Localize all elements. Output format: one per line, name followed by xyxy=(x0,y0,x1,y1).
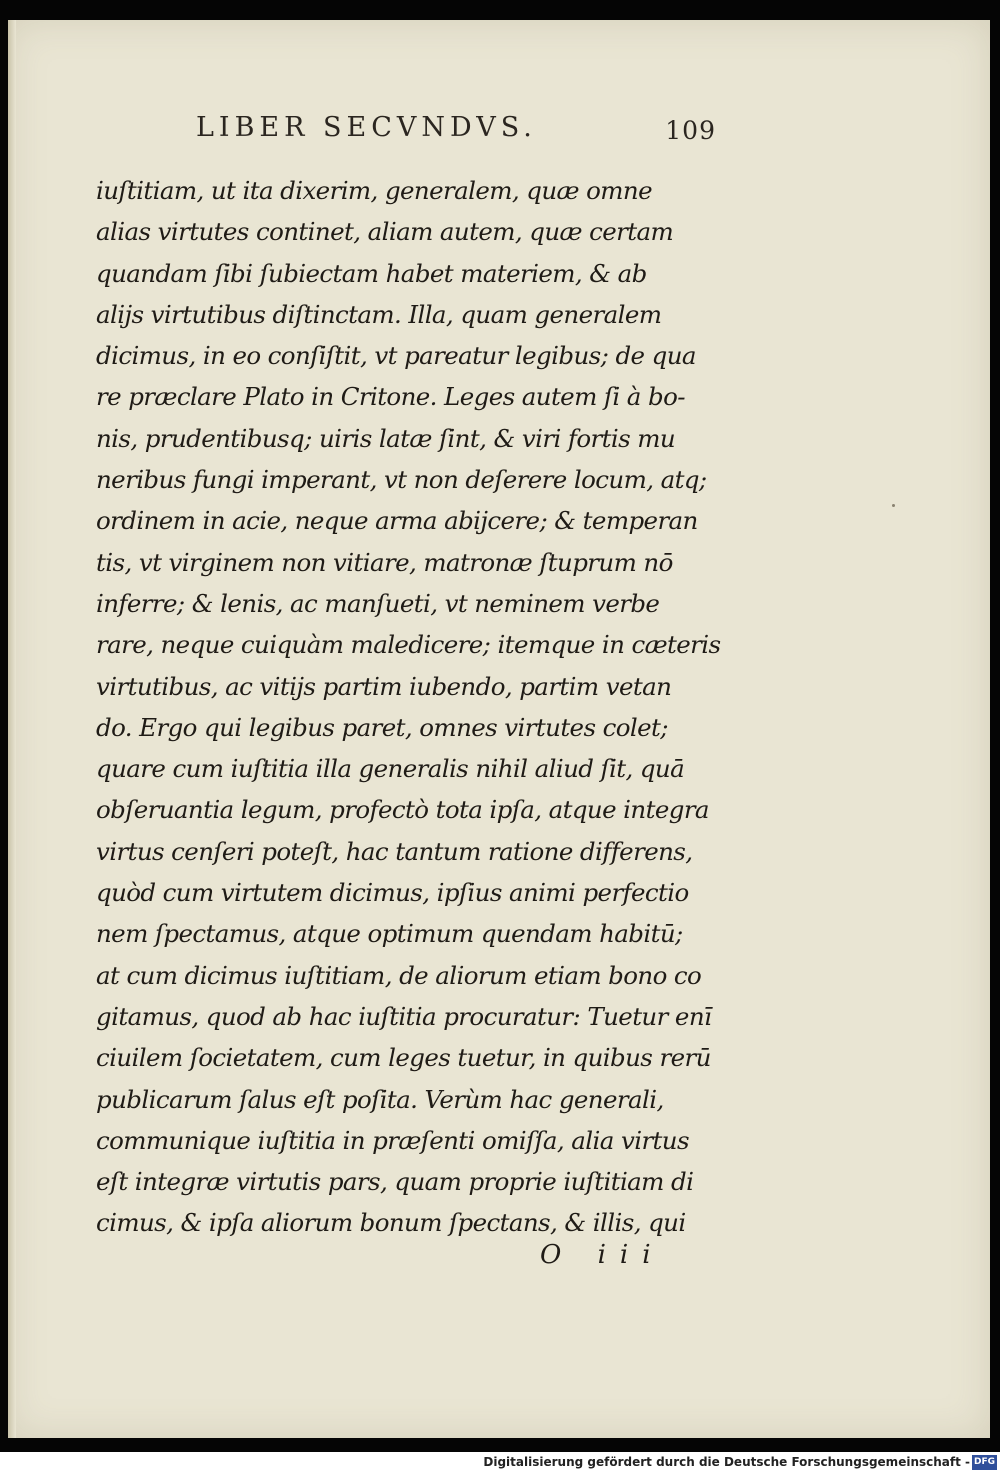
running-title: LIBER SECVNDVS. xyxy=(196,112,537,143)
body-text xyxy=(96,170,736,1244)
text-line: ciuilem ſocietatem, cum leges tuetur, in quibus rerū xyxy=(96,1043,711,1073)
text-line: at cum dicimus iuſtitiam, de aliorum etiam bono co xyxy=(96,960,702,990)
text-line: rare, neque cuiquàm maledicere; itemque in cæteris xyxy=(96,630,721,660)
text-line: ordinem in acie, neque arma abijcere; & temperan xyxy=(96,506,698,536)
page-gutter-shadow xyxy=(8,20,16,1438)
digitization-credit: Digitalisierung gefördert durch die Deutsche Forschungsgemeinschaft - xyxy=(483,1455,970,1469)
text-line: iuſtitiam, ut ita dixerim, generalem, quæ omne xyxy=(96,176,652,205)
text-line: tis, vt virginem non vitiare, matronæ ſtuprum nō xyxy=(96,547,673,577)
text-line: inferre; & lenis, ac manſueti, vt neminem verbe xyxy=(96,588,660,618)
text-line: dicimus, in eo conſiſtit, vt pareatur legibus; de qua xyxy=(96,341,696,371)
page-number: 109 xyxy=(665,116,716,145)
text-line: do. Ergo qui legibus paret, omnes virtutes colet; xyxy=(96,712,668,742)
text-line: alias virtutes continet, aliam autem, quæ certam xyxy=(96,217,674,247)
text-line: neribus fungi imperant, vt non deſerere locum, atq; xyxy=(96,465,707,495)
text-line: gitamus, quod ab hac iuſtitia procuratur: Tuetur enī xyxy=(96,1001,712,1031)
text-line: quare cum iuſtitia illa generalis nihil aliud ſit, quā xyxy=(96,754,685,784)
paper-speck xyxy=(892,504,895,507)
text-line: publicarum ſalus eſt poſita. Verùm hac generali, xyxy=(96,1084,664,1114)
text-line: nis, prudentibusq; uiris latæ ſint, & viri fortis mu xyxy=(96,423,676,453)
text-line: virtutibus, ac vitijs partim iubendo, partim vetan xyxy=(96,671,672,701)
text-line: cimus, & ipſa aliorum bonum ſpectans, & illis, qui xyxy=(96,1208,686,1238)
text-line: obſeruantia legum, profectò tota ipſa, atque integra xyxy=(96,795,709,825)
dfg-logo-icon[interactable]: DFG xyxy=(972,1455,997,1470)
text-line: re præclare Plato in Critone. Leges autem ſi à bo- xyxy=(96,382,685,412)
text-line: quandam ſibi ſubiectam habet materiem, & ab xyxy=(96,258,647,288)
footer-strip xyxy=(0,1452,1000,1474)
text-line: quòd cum virtutem dicimus, ipſius animi perfectio xyxy=(96,878,689,908)
running-head xyxy=(196,112,716,152)
text-line: aliјs virtutibus diſtinctam. Illa, quam generalem xyxy=(96,299,662,329)
signature-mark: O iii xyxy=(540,1240,665,1270)
text-line: virtus cenſeri poteſt, hac tantum ratione differens, xyxy=(96,836,693,866)
text-line: communique iuſtitia in præſenti omiſſa, alia virtus xyxy=(96,1125,689,1155)
text-line: eſt integræ virtutis pars, quam proprie iuſtitiam di xyxy=(96,1167,694,1197)
text-line: nem ſpectamus, atque optimum quendam habitū; xyxy=(96,919,683,949)
